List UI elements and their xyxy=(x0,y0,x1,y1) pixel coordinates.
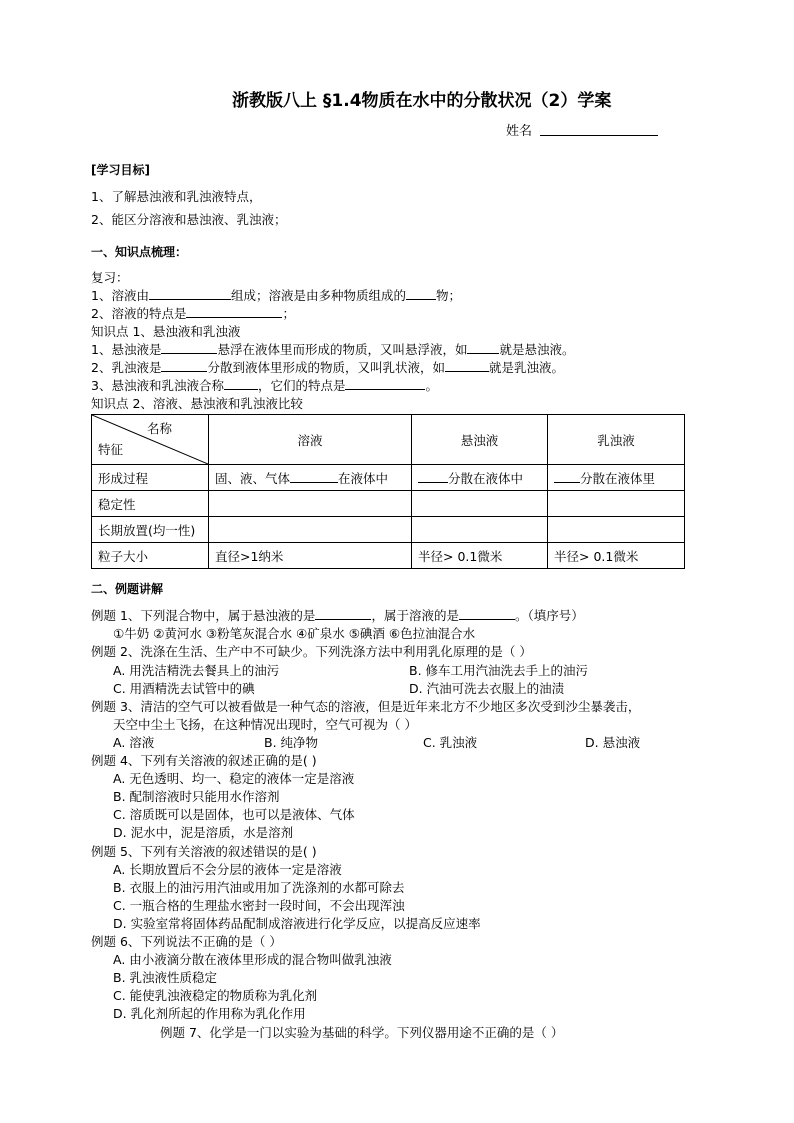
fill-blank[interactable] xyxy=(161,359,207,372)
section1-heading: 一、知识点梳理： xyxy=(91,245,188,259)
example-4-option-d[interactable]: D. 泥水中，泥是溶质，水是溶剂 xyxy=(113,825,294,840)
text: 就是悬浊液。 xyxy=(499,342,575,357)
name-label: 姓名 xyxy=(506,124,533,139)
example-2-option-d[interactable]: D. 汽油可洗去衣服上的油渍 xyxy=(409,681,565,696)
example-6-option-a[interactable]: A. 由小液滴分散在液体里形成的混合物叫做乳浊液 xyxy=(113,952,392,967)
table-cell: 直径>1纳米 xyxy=(209,543,412,569)
example-1-question xyxy=(91,607,584,625)
example-1-options: ①牛奶 ②黄河水 ③粉笔灰混合水 ④矿泉水 ⑤碘酒 ⑥色拉油混合水 xyxy=(113,626,476,641)
table-cell[interactable] xyxy=(548,517,685,543)
example-4-option-a[interactable]: A. 无色透明、均一、稳定的液体一定是溶液 xyxy=(113,771,355,786)
example-5-option-b[interactable]: B. 衣服上的油污用汽油或用加了洗涤剂的水都可除去 xyxy=(113,880,405,895)
fill-blank[interactable] xyxy=(186,305,282,318)
table-cell: 半径> 0.1微米 xyxy=(548,543,685,569)
text: 组成；溶液是由多种物质组成的 xyxy=(230,288,406,303)
fill-blank[interactable] xyxy=(161,341,217,354)
table-corner-cell xyxy=(92,415,209,465)
kp1-line-3 xyxy=(91,377,438,395)
table-row xyxy=(92,491,685,517)
column-header: 悬浊液 xyxy=(412,415,548,465)
example-5-option-c[interactable]: C. 一瓶合格的生理盐水密封一段时间，不会出现浑浊 xyxy=(113,898,405,913)
fill-blank[interactable] xyxy=(290,470,338,483)
text: 物； xyxy=(435,288,461,303)
example-4-question: 例题 4、下列有关溶液的叙述正确的是( ) xyxy=(91,753,317,768)
example-6-question: 例题 6、下列说法不正确的是（ ） xyxy=(91,934,282,949)
corner-bottom-label: 特征 xyxy=(98,442,124,457)
fill-blank[interactable] xyxy=(459,607,515,620)
example-5-question: 例题 5、下列有关溶液的叙述错误的是( ) xyxy=(91,844,317,859)
kp1-line-1 xyxy=(91,341,574,359)
fill-blank[interactable] xyxy=(315,607,371,620)
example-2-option-b[interactable]: B. 修车工用汽油洗去手上的油污 xyxy=(409,663,589,678)
table-row xyxy=(92,543,685,569)
table-cell[interactable] xyxy=(209,465,412,491)
text: 2、溶液的特点是 xyxy=(91,306,187,321)
example-5-option-a[interactable]: A. 长期放置后不会分层的液体一定是溶液 xyxy=(113,862,342,877)
text: 分散在液体中 xyxy=(448,470,524,486)
fill-blank[interactable] xyxy=(345,377,425,390)
corner-top-label: 名称 xyxy=(146,421,172,436)
example-6-option-d[interactable]: D. 乳化剂所起的作用称为乳化作用 xyxy=(113,1006,306,1021)
table-row xyxy=(92,517,685,543)
example-6-option-b[interactable]: B. 乳浊液性质稳定 xyxy=(113,970,218,985)
review-label: 复习： xyxy=(91,270,129,285)
example-3-option-d[interactable]: D. 悬浊液 xyxy=(585,735,641,750)
fill-blank[interactable] xyxy=(445,359,489,372)
example-7-question: 例题 7、化学是一门以实验为基础的科学。下列仪器用途不正确的是（ ） xyxy=(160,1025,564,1040)
column-header: 乳浊液 xyxy=(548,415,685,465)
row-label: 长期放置(均一性) xyxy=(92,517,209,543)
text: 悬浮在液体里而形成的物质，又叫悬浮液，如 xyxy=(217,342,468,357)
table-cell[interactable] xyxy=(412,465,548,491)
table-cell[interactable] xyxy=(548,491,685,517)
row-label: 稳定性 xyxy=(92,491,209,517)
table-cell[interactable] xyxy=(209,491,412,517)
text: 。（填序号） xyxy=(514,608,584,623)
example-2-option-a[interactable]: A. 用洗洁精洗去餐具上的油污 xyxy=(113,663,280,678)
text: 1、悬浊液是 xyxy=(91,342,162,357)
text: 例题 1、下列混合物中，属于悬浊液的是 xyxy=(91,608,316,623)
table-cell: 半径> 0.1微米 xyxy=(412,543,548,569)
table-row xyxy=(92,465,685,491)
example-6-option-c[interactable]: C. 能使乳浊液稳定的物质称为乳化剂 xyxy=(113,988,318,1003)
kp2-title: 知识点 2、溶液、悬浊液和乳浊液比较 xyxy=(91,396,303,411)
review-line-2 xyxy=(91,305,295,323)
text: 。 xyxy=(425,378,438,393)
text: 3、悬浊液和乳浊液合称 xyxy=(91,378,224,393)
example-4-option-b[interactable]: B. 配制溶液时只能用水作溶剂 xyxy=(113,789,280,804)
section2-heading: 二、例题讲解 xyxy=(91,582,164,596)
text: 分散到液体里形成的物质，又叫乳状液，如 xyxy=(207,360,445,375)
example-5-option-d[interactable]: D. 实验室常将固体药品配制成溶液进行化学反应，以提高反应速率 xyxy=(113,916,481,931)
name-blank[interactable] xyxy=(540,135,658,136)
text: 就是乳浊液。 xyxy=(488,360,564,375)
row-label: 形成过程 xyxy=(92,465,209,491)
text: 分散在液体里 xyxy=(580,470,656,486)
example-3-question-cont: 天空中尘土飞扬，在这种情况出现时，空气可视为（ ） xyxy=(113,717,417,732)
kp1-title: 知识点 1、悬浊液和乳浊液 xyxy=(91,324,241,339)
table-cell[interactable] xyxy=(548,465,685,491)
example-3-question: 例题 3、清洁的空气可以被看做是一种气态的溶液，但是近年来北方不少地区多次受到沙尘暴袭击， xyxy=(91,699,641,714)
example-3-option-c[interactable]: C. 乳浊液 xyxy=(423,735,478,750)
example-2-option-c[interactable]: C. 用酒精洗去试管中的碘 xyxy=(113,681,255,696)
page-title: 浙教版八上 §1.4物质在水中的分散状况（2）学案 xyxy=(232,91,612,111)
fill-blank[interactable] xyxy=(418,470,448,483)
example-2-question: 例题 2、洗涤在生活、生产中不可缺少。下列洗涤方法中利用乳化原理的是（ ） xyxy=(91,644,532,659)
example-3-option-b[interactable]: B. 纯净物 xyxy=(264,735,319,750)
fill-blank[interactable] xyxy=(149,287,231,300)
fill-blank[interactable] xyxy=(467,341,499,354)
kp1-line-2 xyxy=(91,359,564,377)
table-cell[interactable] xyxy=(412,491,548,517)
comparison-table xyxy=(91,414,685,569)
objective-1: 1、了解悬浊液和乳浊液特点， xyxy=(91,189,262,204)
text: ，属于溶液的是 xyxy=(371,608,459,623)
objective-2: 2、能区分溶液和悬浊液、乳浊液； xyxy=(91,212,287,227)
table-header-row xyxy=(92,415,685,465)
fill-blank[interactable] xyxy=(554,470,580,483)
text: 2、乳浊液是 xyxy=(91,360,162,375)
text: ，它们的特点是 xyxy=(257,378,346,393)
row-label: 粒子大小 xyxy=(92,543,209,569)
table-cell[interactable] xyxy=(412,517,548,543)
example-3-option-a[interactable]: A. 溶液 xyxy=(113,735,155,750)
fill-blank[interactable] xyxy=(406,287,436,300)
text: 在液体中 xyxy=(338,470,389,486)
text: ； xyxy=(282,306,295,321)
column-header: 溶液 xyxy=(209,415,412,465)
table-cell[interactable] xyxy=(209,517,412,543)
objectives-heading: [学习目标] xyxy=(91,163,150,177)
review-line-1 xyxy=(91,287,461,305)
text: 1、溶液由 xyxy=(91,288,149,303)
fill-blank[interactable] xyxy=(224,377,258,390)
text: 固、液、气体 xyxy=(215,470,291,486)
example-4-option-c[interactable]: C. 溶质既可以是固体，也可以是液体、气体 xyxy=(113,807,355,822)
